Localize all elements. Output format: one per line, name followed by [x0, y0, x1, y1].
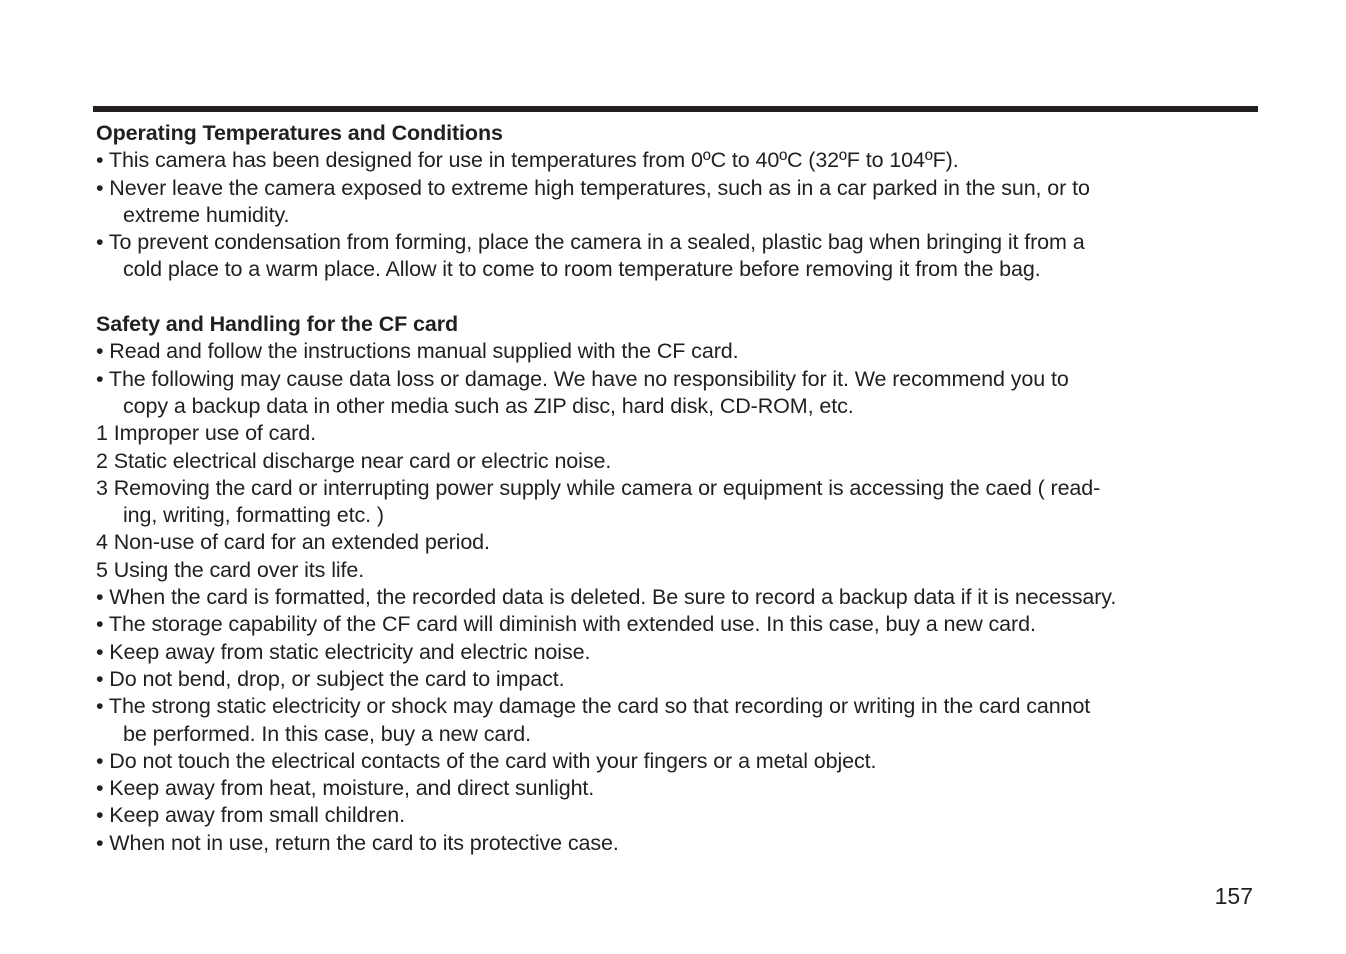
page-number: 157 — [1214, 883, 1253, 909]
header-rule — [93, 106, 1258, 112]
bullet-protective-case: • When not in use, return the card to its protective case. — [96, 830, 619, 855]
bullet-children: • Keep away from small children. — [96, 803, 406, 828]
bullet-static: • Keep away from static electricity and electric noise. — [96, 639, 591, 664]
numbered-item-4: 4 Non-use of card for an extended period. — [96, 530, 490, 555]
bullet-condensation-cont: cold place to a warm place. Allow it to come to room temperature before removing it from the bag. — [123, 257, 1041, 282]
section-heading-cf-card: Safety and Handling for the CF card — [96, 312, 459, 337]
bullet-shock: • The strong static electricity or shock may damage the card so that recording or writing in the card cannot — [96, 694, 1091, 719]
numbered-item-2: 2 Static electrical discharge near card or electric noise. — [96, 448, 612, 473]
bullet-exposure-cont: extreme humidity. — [123, 202, 290, 227]
bullet-condensation: • To prevent condensation from forming, place the camera in a sealed, plastic bag when bringing it from a — [96, 230, 1085, 255]
numbered-item-3: 3 Removing the card or interrupting power supply while camera or equipment is accessing the caed ( read- — [96, 475, 1101, 500]
bullet-data-loss: • The following may cause data loss or damage. We have no responsibility for it. We recommend you to — [96, 366, 1069, 391]
bullet-temperature-range: • This camera has been designed for use in temperatures from 0ºC to 40ºC (32ºF to 104ºF). — [96, 148, 959, 173]
numbered-item-3-cont: ing, writing, formatting etc. ) — [123, 503, 384, 528]
bullet-contacts: • Do not touch the electrical contacts of the card with your fingers or a metal object. — [96, 748, 877, 773]
section-gap — [96, 284, 1256, 311]
numbered-item-1: 1 Improper use of card. — [96, 421, 316, 446]
numbered-item-5: 5 Using the card over its life. — [96, 557, 365, 582]
bullet-formatted: • When the card is formatted, the recorded data is deleted. Be sure to record a backup data if it is necessary. — [96, 585, 1117, 610]
bullet-data-loss-cont: copy a backup data in other media such as ZIP disc, hard disk, CD-ROM, etc. — [123, 393, 854, 418]
bullet-impact: • Do not bend, drop, or subject the card to impact. — [96, 666, 565, 691]
document-body — [96, 120, 1256, 857]
bullet-read-manual: • Read and follow the instructions manual supplied with the CF card. — [96, 339, 739, 364]
bullet-shock-cont: be performed. In this case, buy a new card. — [123, 721, 532, 746]
bullet-exposure: • Never leave the camera exposed to extreme high temperatures, such as in a car parked in the sun, or to — [96, 175, 1090, 200]
bullet-storage-capability: • The storage capability of the CF card will diminish with extended use. In this case, buy a new card. — [96, 612, 1036, 637]
section-heading-operating: Operating Temperatures and Conditions — [96, 121, 503, 145]
bullet-heat: • Keep away from heat, moisture, and direct sunlight. — [96, 776, 595, 801]
